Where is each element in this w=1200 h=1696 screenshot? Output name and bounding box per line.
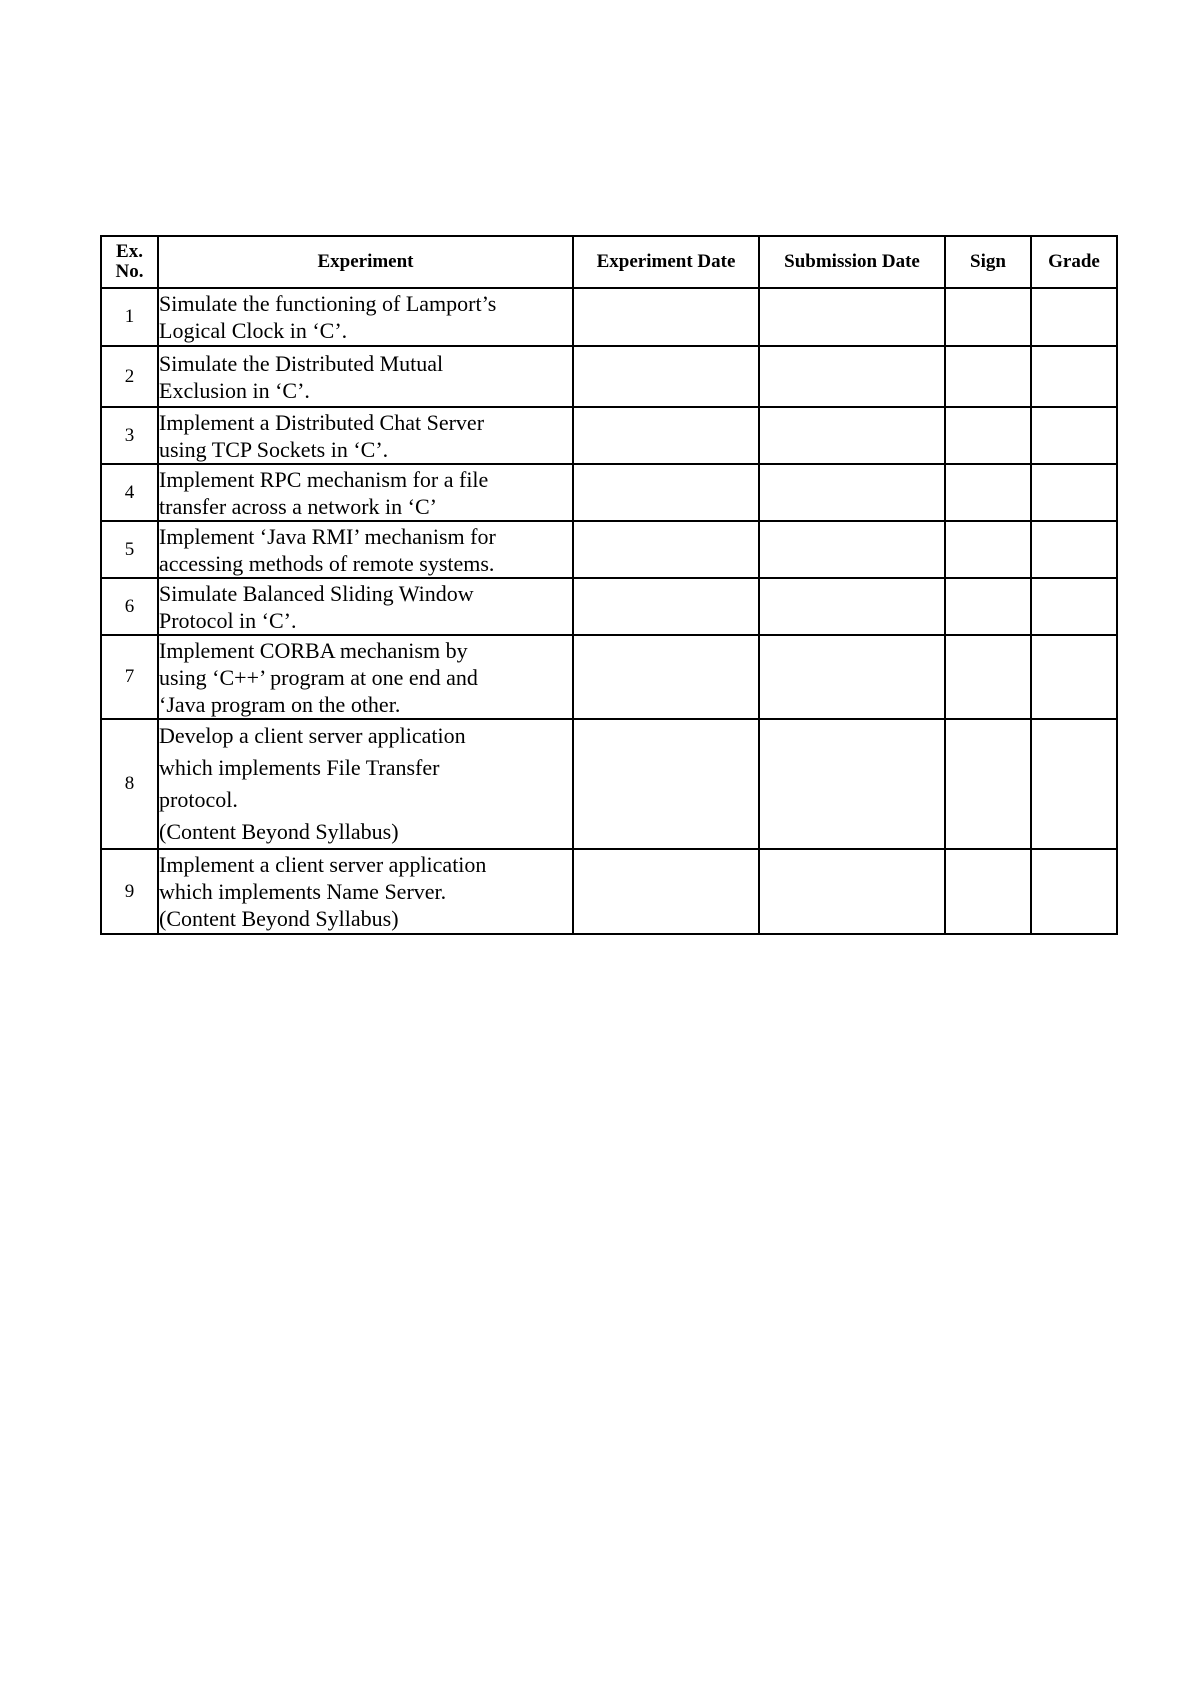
experiment-line: which implements Name Server.	[159, 879, 447, 904]
grade-cell	[1031, 464, 1117, 521]
sign-cell	[945, 521, 1031, 578]
sign-cell	[945, 407, 1031, 464]
table-row	[101, 719, 1117, 849]
experiment-line: Exclusion in ‘C’.	[159, 377, 310, 403]
grade-cell	[1031, 346, 1117, 407]
experiment-line: (Content Beyond Syllabus)	[159, 819, 399, 844]
table-row	[101, 521, 1117, 578]
experiment-line: accessing methods of remote systems.	[159, 550, 495, 576]
row-number: 2	[101, 346, 158, 407]
experiment-description	[158, 578, 573, 635]
grade-cell	[1031, 719, 1117, 849]
experiment-line: Simulate the Distributed Mutual	[159, 350, 444, 376]
experiment-date-cell	[573, 464, 759, 521]
table-row	[101, 849, 1117, 934]
header-sign: Sign	[945, 236, 1031, 288]
row-number: 5	[101, 521, 158, 578]
grade-cell	[1031, 521, 1117, 578]
grade-cell	[1031, 635, 1117, 719]
sign-cell	[945, 635, 1031, 719]
experiment-date-cell	[573, 719, 759, 849]
submission-date-cell	[759, 719, 945, 849]
experiment-line: using ‘C++’ program at one end and	[159, 664, 478, 690]
header-grade: Grade	[1031, 236, 1117, 288]
experiment-date-cell	[573, 849, 759, 934]
sign-cell	[945, 346, 1031, 407]
experiment-line: Implement RPC mechanism for a file	[159, 466, 489, 492]
header-experiment-date: Experiment Date	[573, 236, 759, 288]
header-ex-no-line1: Ex.	[116, 241, 143, 262]
experiment-line: Implement a client server application	[159, 852, 487, 877]
experiment-date-cell	[573, 346, 759, 407]
header-experiment: Experiment	[158, 236, 573, 288]
submission-date-cell	[759, 521, 945, 578]
experiment-date-cell	[573, 288, 759, 346]
submission-date-cell	[759, 464, 945, 521]
grade-cell	[1031, 407, 1117, 464]
table-row	[101, 464, 1117, 521]
experiment-date-cell	[573, 635, 759, 719]
experiment-date-cell	[573, 407, 759, 464]
experiment-line: Logical Clock in ‘C’.	[159, 318, 348, 343]
header-submission-date: Submission Date	[759, 236, 945, 288]
submission-date-cell	[759, 635, 945, 719]
table-header-row	[101, 236, 1117, 288]
table-row	[101, 578, 1117, 635]
experiment-line: Simulate Balanced Sliding Window	[159, 580, 474, 606]
sign-cell	[945, 849, 1031, 934]
experiment-line: Implement CORBA mechanism by	[159, 637, 468, 663]
grade-cell	[1031, 288, 1117, 346]
experiment-line: which implements File Transfer	[159, 755, 440, 780]
table-row	[101, 635, 1117, 719]
experiment-line: protocol.	[159, 787, 238, 812]
experiment-description	[158, 407, 573, 464]
experiment-description	[158, 288, 573, 346]
submission-date-cell	[759, 849, 945, 934]
table-row	[101, 346, 1117, 407]
experiment-line: Implement ‘Java RMI’ mechanism for	[159, 523, 496, 549]
row-number: 3	[101, 407, 158, 464]
header-ex-no-line2: No.	[115, 261, 144, 282]
row-number: 4	[101, 464, 158, 521]
grade-cell	[1031, 578, 1117, 635]
row-number: 9	[101, 849, 158, 934]
experiment-description	[158, 521, 573, 578]
sign-cell	[945, 578, 1031, 635]
grade-cell	[1031, 849, 1117, 934]
table-body	[101, 288, 1117, 934]
sign-cell	[945, 288, 1031, 346]
experiment-line: Develop a client server application	[159, 723, 466, 748]
experiment-line: ‘Java program on the other.	[159, 691, 401, 717]
experiment-description	[158, 464, 573, 521]
sign-cell	[945, 464, 1031, 521]
row-number: 8	[101, 719, 158, 849]
row-number: 1	[101, 288, 158, 346]
experiment-description	[158, 635, 573, 719]
experiment-line: transfer across a network in ‘C’	[159, 493, 437, 519]
experiment-line: using TCP Sockets in ‘C’.	[159, 436, 389, 462]
submission-date-cell	[759, 346, 945, 407]
table-row	[101, 407, 1117, 464]
experiment-description	[158, 346, 573, 407]
experiment-line: (Content Beyond Syllabus)	[159, 906, 399, 931]
experiment-description	[158, 849, 573, 934]
submission-date-cell	[759, 407, 945, 464]
table-row	[101, 288, 1117, 346]
experiment-description	[158, 719, 573, 849]
experiment-line: Implement a Distributed Chat Server	[159, 409, 485, 435]
experiment-line: Protocol in ‘C’.	[159, 607, 297, 633]
submission-date-cell	[759, 288, 945, 346]
experiment-line: Simulate the functioning of Lamport’s	[159, 291, 497, 316]
experiment-date-cell	[573, 521, 759, 578]
submission-date-cell	[759, 578, 945, 635]
experiment-index-table	[100, 235, 1118, 935]
experiment-date-cell	[573, 578, 759, 635]
header-ex-no	[101, 236, 158, 288]
sign-cell	[945, 719, 1031, 849]
row-number: 6	[101, 578, 158, 635]
row-number: 7	[101, 635, 158, 719]
